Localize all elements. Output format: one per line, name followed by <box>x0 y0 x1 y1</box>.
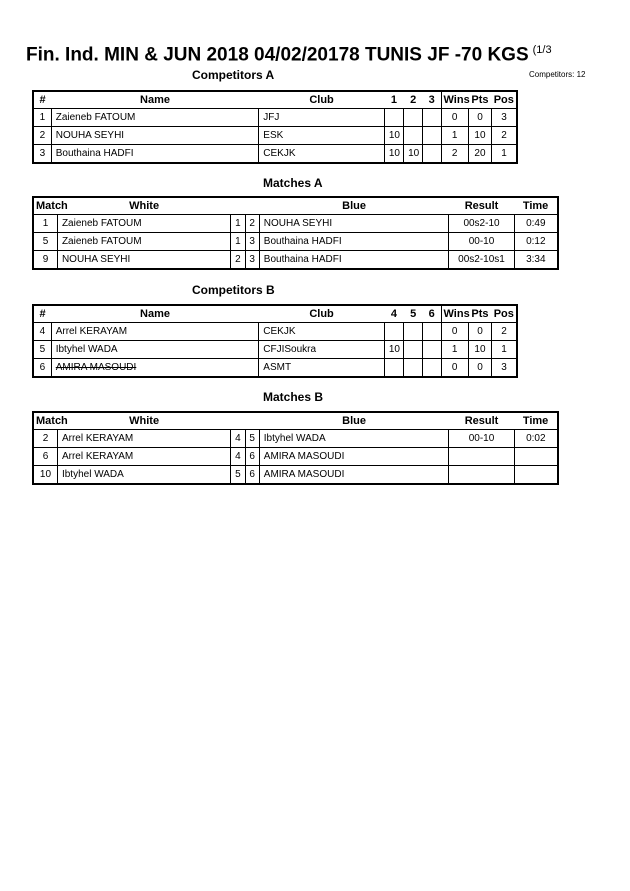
cell-match: 9 <box>33 251 57 270</box>
cell-white: Ibtyhel WADA <box>57 466 230 485</box>
cell-score <box>423 127 441 145</box>
cell-num: 3 <box>33 145 51 164</box>
cell-num: 6 <box>33 359 51 378</box>
col-header: Pos <box>492 305 517 323</box>
col-header: 3 <box>423 91 441 109</box>
page-indicator: (1/3 <box>532 44 552 56</box>
col-header: Wins <box>441 91 468 109</box>
cell-pts: 10 <box>468 341 491 359</box>
col-header: # <box>33 91 51 109</box>
col-header: Name <box>51 91 259 109</box>
col-header: Pts <box>468 91 491 109</box>
cell-pos: 2 <box>492 127 517 145</box>
cell-time <box>514 466 558 485</box>
cell-club: CEKJK <box>259 323 385 341</box>
cell-wins: 1 <box>441 127 468 145</box>
col-header: Pts <box>468 305 491 323</box>
col-header: Club <box>259 91 385 109</box>
cell-white: Arrel KERAYAM <box>57 430 230 448</box>
cell-match: 5 <box>33 233 57 251</box>
cell-pts: 20 <box>468 145 491 164</box>
cell-white-num: 1 <box>231 233 245 251</box>
table-header <box>33 412 558 430</box>
cell-score: 10 <box>404 145 423 164</box>
cell-blue: AMIRA MASOUDI <box>259 466 449 485</box>
cell-score <box>404 359 423 378</box>
competitors-a-heading: Competitors A <box>192 68 275 82</box>
cell-club: JFJ <box>259 109 385 127</box>
cell-pos: 1 <box>492 341 517 359</box>
title-text: Fin. Ind. MIN & JUN 2018 04/02/20178 TUNIS JF -70 KGS <box>26 44 529 66</box>
col-header: White <box>57 197 230 215</box>
matches-b-table <box>32 411 559 485</box>
cell-name: Arrel KERAYAM <box>51 323 259 341</box>
cell-pos: 3 <box>492 359 517 378</box>
cell-score <box>423 323 441 341</box>
cell-wins: 1 <box>441 341 468 359</box>
cell-score <box>404 109 423 127</box>
matches-a-heading: Matches A <box>263 176 323 190</box>
table-row <box>33 109 517 127</box>
cell-blue: NOUHA SEYHI <box>259 215 449 233</box>
cell-score <box>423 341 441 359</box>
cell-pos: 2 <box>492 323 517 341</box>
table-row <box>33 323 517 341</box>
cell-pts: 0 <box>468 359 491 378</box>
cell-white-num: 4 <box>231 430 245 448</box>
cell-score <box>423 109 441 127</box>
table-row <box>33 448 558 466</box>
cell-score: 10 <box>384 145 403 164</box>
table-row <box>33 341 517 359</box>
cell-blue: Ibtyhel WADA <box>259 430 449 448</box>
cell-score <box>404 341 423 359</box>
cell-num: 5 <box>33 341 51 359</box>
competitors-a-table <box>32 90 518 164</box>
col-header: Time <box>514 412 558 430</box>
cell-time: 3:34 <box>514 251 558 270</box>
cell-result: 00s2-10s1 <box>449 251 514 270</box>
cell-name: Zaieneb FATOUM <box>51 109 259 127</box>
cell-wins: 2 <box>441 145 468 164</box>
cell-blue: Bouthaina HADFI <box>259 233 449 251</box>
col-header: Match <box>33 197 57 215</box>
cell-name: Bouthaina HADFI <box>51 145 259 164</box>
col-header-empty <box>231 197 245 215</box>
col-header: Match <box>33 412 57 430</box>
cell-white-num: 1 <box>231 215 245 233</box>
cell-blue-num: 6 <box>245 466 259 485</box>
col-header: Blue <box>259 412 449 430</box>
competitors-count: Competitors: 12 <box>529 70 586 79</box>
matches-a-table <box>32 196 559 270</box>
col-header: Time <box>514 197 558 215</box>
col-header: Result <box>449 412 514 430</box>
cell-time: 0:02 <box>514 430 558 448</box>
col-header: Blue <box>259 197 449 215</box>
competitors-b-heading: Competitors B <box>192 283 275 297</box>
table-header <box>33 305 517 323</box>
cell-club: ESK <box>259 127 385 145</box>
cell-white-num: 5 <box>231 466 245 485</box>
cell-score <box>404 323 423 341</box>
table-row <box>33 430 558 448</box>
cell-num: 2 <box>33 127 51 145</box>
cell-score <box>384 359 403 378</box>
table-row <box>33 233 558 251</box>
cell-result: 00-10 <box>449 430 514 448</box>
col-header: 4 <box>384 305 403 323</box>
cell-white: NOUHA SEYHI <box>57 251 230 270</box>
col-header: Club <box>259 305 385 323</box>
cell-name: Ibtyhel WADA <box>51 341 259 359</box>
cell-blue-num: 3 <box>245 251 259 270</box>
cell-pts: 0 <box>468 323 491 341</box>
cell-blue-num: 2 <box>245 215 259 233</box>
cell-result <box>449 448 514 466</box>
col-header: Pos <box>492 91 517 109</box>
cell-score: 10 <box>384 127 403 145</box>
col-header-empty <box>231 412 245 430</box>
cell-wins: 0 <box>441 109 468 127</box>
cell-time: 0:12 <box>514 233 558 251</box>
cell-result: 00s2-10 <box>449 215 514 233</box>
col-header: White <box>57 412 230 430</box>
cell-result: 00-10 <box>449 233 514 251</box>
table-row <box>33 466 558 485</box>
table-header <box>33 197 558 215</box>
cell-pts: 10 <box>468 127 491 145</box>
cell-white-num: 4 <box>231 448 245 466</box>
cell-name-withdrawn: AMIRA MASOUDI <box>51 359 259 378</box>
cell-wins: 0 <box>441 359 468 378</box>
cell-wins: 0 <box>441 323 468 341</box>
col-header: Wins <box>441 305 468 323</box>
cell-pos: 1 <box>492 145 517 164</box>
cell-name: NOUHA SEYHI <box>51 127 259 145</box>
cell-blue-num: 6 <box>245 448 259 466</box>
cell-pos: 3 <box>492 109 517 127</box>
cell-club: CFJISoukra <box>259 341 385 359</box>
cell-club: ASMT <box>259 359 385 378</box>
cell-blue-num: 5 <box>245 430 259 448</box>
matches-b-heading: Matches B <box>263 390 324 404</box>
table-row <box>33 145 517 164</box>
cell-result <box>449 466 514 485</box>
col-header-empty <box>245 197 259 215</box>
cell-num: 4 <box>33 323 51 341</box>
table-row <box>33 215 558 233</box>
table-row <box>33 251 558 270</box>
col-header: Result <box>449 197 514 215</box>
cell-club: CEKJK <box>259 145 385 164</box>
cell-score <box>384 109 403 127</box>
competitors-b-table <box>32 304 518 378</box>
cell-blue-num: 3 <box>245 233 259 251</box>
cell-blue: AMIRA MASOUDI <box>259 448 449 466</box>
col-header: 1 <box>384 91 403 109</box>
table-row <box>33 359 517 378</box>
cell-num: 1 <box>33 109 51 127</box>
page-title <box>26 44 552 66</box>
cell-white: Arrel KERAYAM <box>57 448 230 466</box>
cell-match: 2 <box>33 430 57 448</box>
cell-white: Zaieneb FATOUM <box>57 233 230 251</box>
cell-score <box>423 359 441 378</box>
col-header: 6 <box>423 305 441 323</box>
col-header: Name <box>51 305 259 323</box>
col-header-empty <box>245 412 259 430</box>
col-header: # <box>33 305 51 323</box>
table-header <box>33 91 517 109</box>
cell-match: 6 <box>33 448 57 466</box>
cell-blue: Bouthaina HADFI <box>259 251 449 270</box>
cell-match: 1 <box>33 215 57 233</box>
cell-time: 0:49 <box>514 215 558 233</box>
cell-time <box>514 448 558 466</box>
cell-score <box>404 127 423 145</box>
cell-white: Zaieneb FATOUM <box>57 215 230 233</box>
cell-pts: 0 <box>468 109 491 127</box>
col-header: 5 <box>404 305 423 323</box>
table-row <box>33 127 517 145</box>
cell-score <box>423 145 441 164</box>
col-header: 2 <box>404 91 423 109</box>
cell-white-num: 2 <box>231 251 245 270</box>
cell-score <box>384 323 403 341</box>
cell-match: 10 <box>33 466 57 485</box>
cell-score: 10 <box>384 341 403 359</box>
